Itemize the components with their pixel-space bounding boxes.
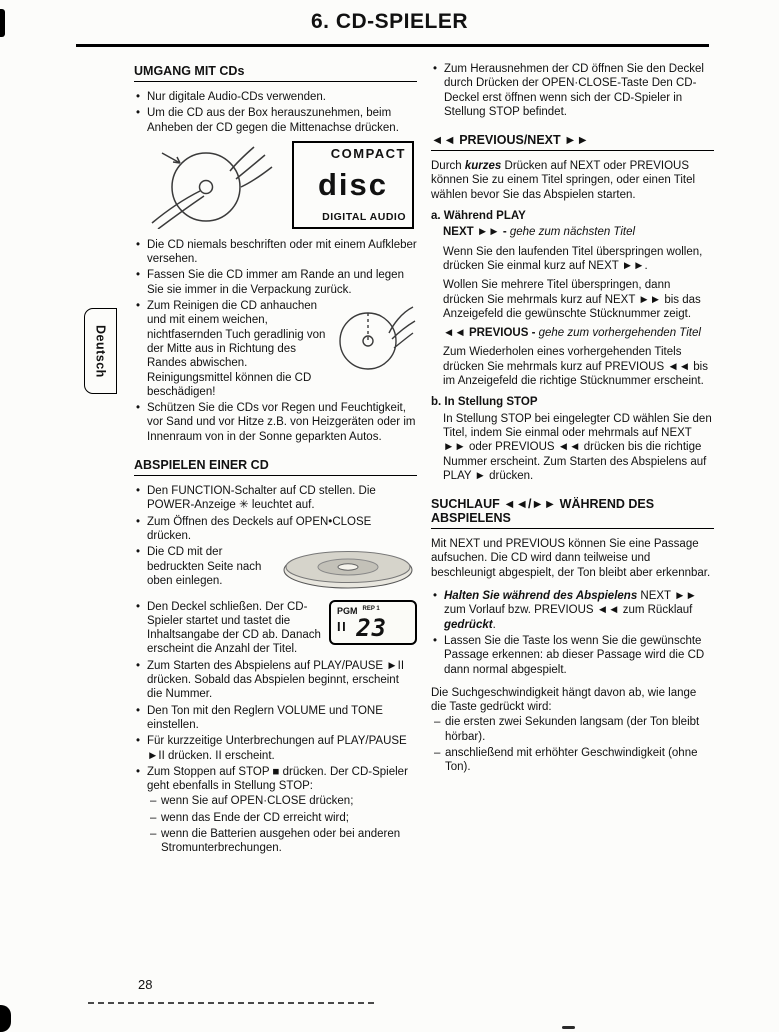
section-heading-abspielen: ABSPIELEN EINER CD — [134, 458, 417, 476]
paragraph — [443, 326, 714, 340]
list-item-text: wenn das Ende der CD erreicht wird; — [161, 811, 349, 824]
speed-dash-list — [433, 715, 714, 774]
page-number: 28 — [138, 977, 153, 992]
list-item-text: Den Ton mit den Reglern VOLUME und TONE einstellen. — [147, 704, 383, 731]
halten-emphasis: Halten Sie während des Abspielens — [444, 590, 638, 603]
cd-cleaning-figure — [335, 299, 417, 381]
list-item — [134, 238, 417, 267]
abspielen-bullet-list — [134, 484, 417, 856]
list-item — [149, 811, 417, 825]
hands-cd-figure — [134, 141, 284, 229]
prevnext-intro — [431, 159, 714, 202]
list-item — [431, 62, 714, 119]
list-item-text: Zum Stoppen auf STOP ■ drücken. Der CD-Spieler geht ebenfalls in Stellung STOP: — [147, 765, 408, 793]
previous-label: ◄◄ PREVIOUS - — [443, 327, 539, 340]
play-section-body — [431, 225, 714, 388]
list-item — [134, 545, 417, 597]
scan-artifact — [562, 1026, 575, 1029]
list-item — [431, 634, 714, 677]
list-item-text: Zum Starten des Abspielens auf PLAY/PAUSE ►II drücken. Sobald das Abspielen beginnt, erscheint die Nummer. — [147, 659, 405, 701]
logo-disc-text: disc — [317, 167, 389, 203]
display-panel — [329, 600, 417, 645]
list-item-text: Fassen Sie die CD immer am Rande an und legen Sie sie immer in die Verpackung zurück. — [147, 269, 404, 296]
scan-artifact — [0, 9, 5, 37]
paragraph: Zum Wiederholen eines vorhergehenden Titels drücken Sie mehrmals kurz auf PREVIOUS ◄◄ bis im Anzeigefeld die richtige Stücknummer erscheint. — [443, 346, 708, 388]
paragraph — [443, 225, 714, 239]
intro-pre: Durch — [431, 160, 465, 173]
next-label: NEXT ►► - — [443, 226, 510, 239]
section-heading-suchlauf: SUCHLAUF ◄◄/►► WÄHREND DES ABSPIELENS — [431, 497, 714, 529]
title-rule — [76, 44, 709, 47]
display-pgm-label: PGM — [337, 605, 358, 616]
list-item-text: Den FUNCTION-Schalter auf CD stellen. Die POWER-Anzeige ✳ leuchtet auf. — [147, 485, 376, 512]
next-desc: gehe zum nächsten Titel — [509, 226, 636, 239]
list-item-text: Um die CD aus der Box herauszunehmen, beim Anheben der CD gegen die Mittenachse drücken. — [147, 107, 399, 134]
display-pause-icon: II — [337, 619, 348, 635]
list-item-text: Zum Reinigen die CD anhauchen und mit einem weichen, nichtfasernden Tuch geradlinig von der Mitte aus in Richtung des Randes abwischen. Reinigungsmittel können die CD beschädigen! — [147, 300, 326, 398]
subheading-b-stellung-stop: b. In Stellung STOP — [431, 396, 538, 409]
suchlauf-intro: Mit NEXT und PREVIOUS können Sie eine Passage aufsuchen. Die CD wird dann teilweise und beschleunigt abgespielt, der Ton bleibt aber erkennbar. — [431, 538, 711, 579]
page-title: 6. CD-SPIELER — [310, 10, 469, 33]
herausnehmen-bullet-list — [431, 62, 714, 119]
previous-desc: gehe zum vorhergehenden Titel — [538, 327, 701, 340]
column-right — [431, 62, 714, 860]
logo-digital-audio-text: DIGITAL AUDIO — [322, 210, 406, 223]
list-item — [134, 515, 417, 544]
list-item-text: Für kurzzeitige Unterbrechungen auf PLAY/PAUSE ►II drücken. II erscheint. — [147, 735, 407, 762]
language-tab-label: Deutsch — [93, 324, 108, 378]
list-item — [134, 765, 417, 856]
list-item-text: Die CD niemals beschriften oder mit einem Aufkleber versehen. — [147, 238, 417, 266]
list-item-text: Nur digitale Audio-CDs verwenden. — [147, 91, 326, 103]
list-item-text: Lassen Sie die Taste los wenn Sie die gewünschte Passage erkennen: ab dieser Passage wird die CD dann normal abgespielt. — [444, 634, 705, 676]
intro-post: Drücken auf NEXT oder PREVIOUS können Sie zu einem Titel springen, oder einen Titel wählen bevor Sie das Abspielen starten. — [431, 160, 696, 201]
list-item-text: die ersten zwei Sekunden langsam (der Ton bleibt hörbar). — [445, 716, 700, 743]
stop-section-body — [431, 412, 714, 483]
list-item — [433, 715, 714, 744]
figure-row — [134, 141, 417, 229]
cd-tray-figure — [279, 545, 417, 595]
subheading-a-waehrend-play: a. Während PLAY — [431, 210, 526, 223]
list-item-text: wenn die Batterien ausgehen oder bei anderen Stromunterbrechungen. — [161, 827, 401, 855]
list-item — [134, 484, 417, 513]
paragraph: In Stellung STOP bei eingelegter CD wählen Sie den Titel, indem Sie einmal oder mehrmals auf NEXT ►► oder PREVIOUS ◄◄ drücken bis die richtige Nummer erscheint. Zum Starten des Abspielens auf PLAY ► drücken. — [443, 412, 712, 482]
suchlauf-outro: Die Suchgeschwindigkeit hängt davon ab, wie lange die Taste gedrückt wird: — [431, 686, 697, 714]
list-item — [134, 704, 417, 733]
column-left — [134, 62, 417, 860]
cut-line — [88, 1002, 374, 1004]
list-item-text: Zum Herausnehmen der CD öffnen Sie den Deckel durch Drücken der OPEN·CLOSE-Taste Den CD-Deckel erst öffnen wenn sich der CD-Spieler in Stellung STOP befindet. — [444, 63, 704, 118]
suchlauf-bullet-list — [431, 589, 714, 677]
list-item-text — [444, 590, 697, 631]
logo-compact-text: COMPACT — [330, 145, 406, 161]
section-heading-prevnext: ◄◄ PREVIOUS/NEXT ►► — [431, 133, 714, 151]
stop-condition-list — [149, 794, 417, 855]
list-item — [431, 589, 714, 632]
list-item — [134, 299, 417, 399]
list-item — [134, 90, 417, 104]
list-item-text: Die CD mit der bedruckten Seite nach oben einlegen. — [147, 546, 262, 587]
list-item-text: anschließend mit erhöhter Geschwindigkeit (ohne Ton). — [445, 746, 698, 774]
paragraph: Wollen Sie mehrere Titel überspringen, dann drücken Sie mehrmals kurz auf NEXT ►► bis das Anzeigefeld die gewünschte Stücknummer zeigt. — [443, 279, 701, 320]
list-item — [134, 401, 417, 444]
list-item — [134, 734, 417, 763]
b1-end: . — [492, 618, 496, 631]
list-item-text: Den Deckel schließen. Der CD-Spieler startet und tastet die Inhaltsangabe der CD ab. Danach erscheint die Anzahl der Titel. — [147, 600, 321, 656]
display-main-row — [337, 613, 409, 642]
display-track-number: 23 — [356, 613, 388, 642]
intro-emphasis: kurzes — [464, 160, 502, 173]
list-item — [149, 827, 417, 856]
umgang-bullet-list-top — [134, 90, 417, 135]
list-item — [134, 600, 417, 657]
list-item-text: Schützen Sie die CDs vor Regen und Feuchtigkeit, vor Sand und vor Hitze z.B. von Heizgeräten oder im Innenraum von in der Sonne geparkten Autos. — [147, 402, 416, 443]
compact-disc-logo — [292, 141, 414, 229]
list-item — [134, 268, 417, 297]
section-heading-umgang: UMGANG MIT CDs — [134, 64, 417, 82]
list-item — [433, 746, 714, 775]
list-item — [149, 794, 417, 808]
list-item-text: wenn Sie auf OPEN·CLOSE drücken; — [161, 795, 354, 808]
display-rep-label: REP 1 — [362, 605, 380, 612]
paragraph: Wenn Sie den laufenden Titel überspringen wollen, drücken Sie einmal kurz auf NEXT ►►. — [443, 245, 703, 272]
scan-artifact — [0, 1005, 11, 1032]
list-item — [134, 106, 417, 135]
umgang-bullet-list-mid — [134, 238, 417, 444]
list-item — [134, 659, 417, 702]
language-tab — [84, 308, 117, 394]
gedrueckt-emphasis: gedrückt — [444, 618, 493, 631]
list-item-text: Zum Öffnen des Deckels auf OPEN•CLOSE drücken. — [147, 515, 372, 542]
b1-mid: NEXT ►► zum Vorlauf bzw. PREVIOUS ◄◄ zum Rücklauf — [444, 590, 697, 617]
content-columns — [134, 62, 714, 860]
